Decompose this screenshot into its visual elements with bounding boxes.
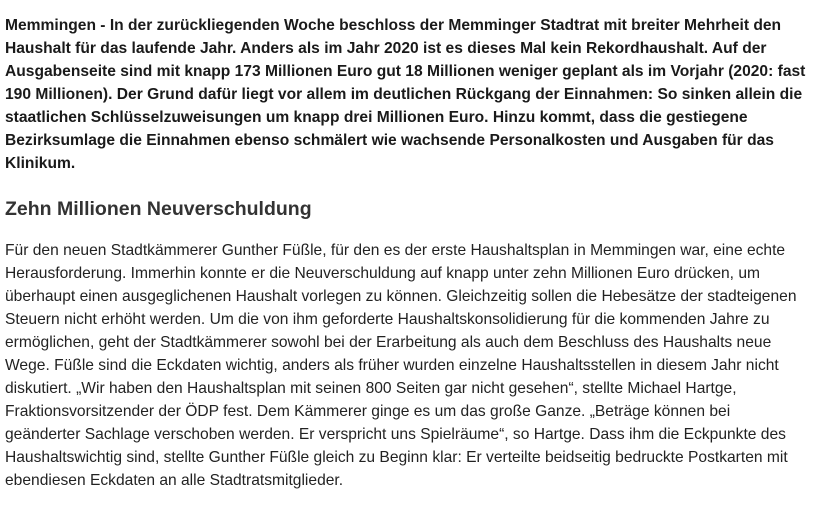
article-paragraph: Für den neuen Stadtkämmerer Gunther Füßle, für den es der erste Haushaltsplan in Memmingen war, eine echte Herausforderung. Immerhin konnte er die Neuverschuldung auf knapp unter zehn Millionen Euro drücken, um überhaupt einen ausgeglichenen Haushalt vorlegen zu können. Gleichzeitig sollen die Hebesätze der stadteigenen Steuern nicht erhöht werden. Um die von ihm geforderte Haushaltskonsolidierung für die kommenden Jahre zu ermöglichen, geht der Stadtkämmerer sowohl bei der Erarbeitung als auch dem Beschluss des Haushalts neue Wege. Füßle sind die Eckdaten wichtig, anders als früher wurden einzelne Haushaltsstellen in diesem Jahr nicht diskutiert. „Wir haben den Haushaltsplan mit seinen 800 Seiten gar nicht gesehen“, stellte Michael Hartge, Fraktionsvorsitzender der ÖDP fest. Dem Kämmerer ginge es um das große Ganze. „Beträge können bei geänderter Sachlage verschoben werden. Er verspricht uns Spielräume“, so Hartge. Dass ihm die Eckpunkte des Haushaltswichtig sind, stellte Gunther Füßle gleich zu Beginn klar: Er verteilte beidseitig bedruckte Postkarten mit ebendiesen Eckdaten an alle Stadtratsmitglieder. <box>5 242 797 489</box>
article-lead: Memmingen - In der zurückliegenden Woche beschloss der Memminger Stadtrat mit breiter Mehrheit den Haushalt für das laufende Jahr. Anders als im Jahr 2020 ist es dieses Mal kein Rekordhaushalt. Auf der Ausgabenseite sind mit knapp 173 Millionen Euro gut 18 Millionen weniger geplant als im Vorjahr (2020: fast 190 Millionen). Der Grund dafür liegt vor allem im deutlichen Rückgang der Einnahmen: So sinken allein die staatlichen Schlüsselzuweisungen um knapp drei Millionen Euro. Hinzu kommt, dass die gestiegene Bezirksumlage die Einnahmen ebenso schmälert wie wachsende Personalkosten und Ausgaben für das Klinikum. <box>5 17 806 172</box>
article-subheading: Zehn Millionen Neuverschuldung <box>5 198 312 220</box>
